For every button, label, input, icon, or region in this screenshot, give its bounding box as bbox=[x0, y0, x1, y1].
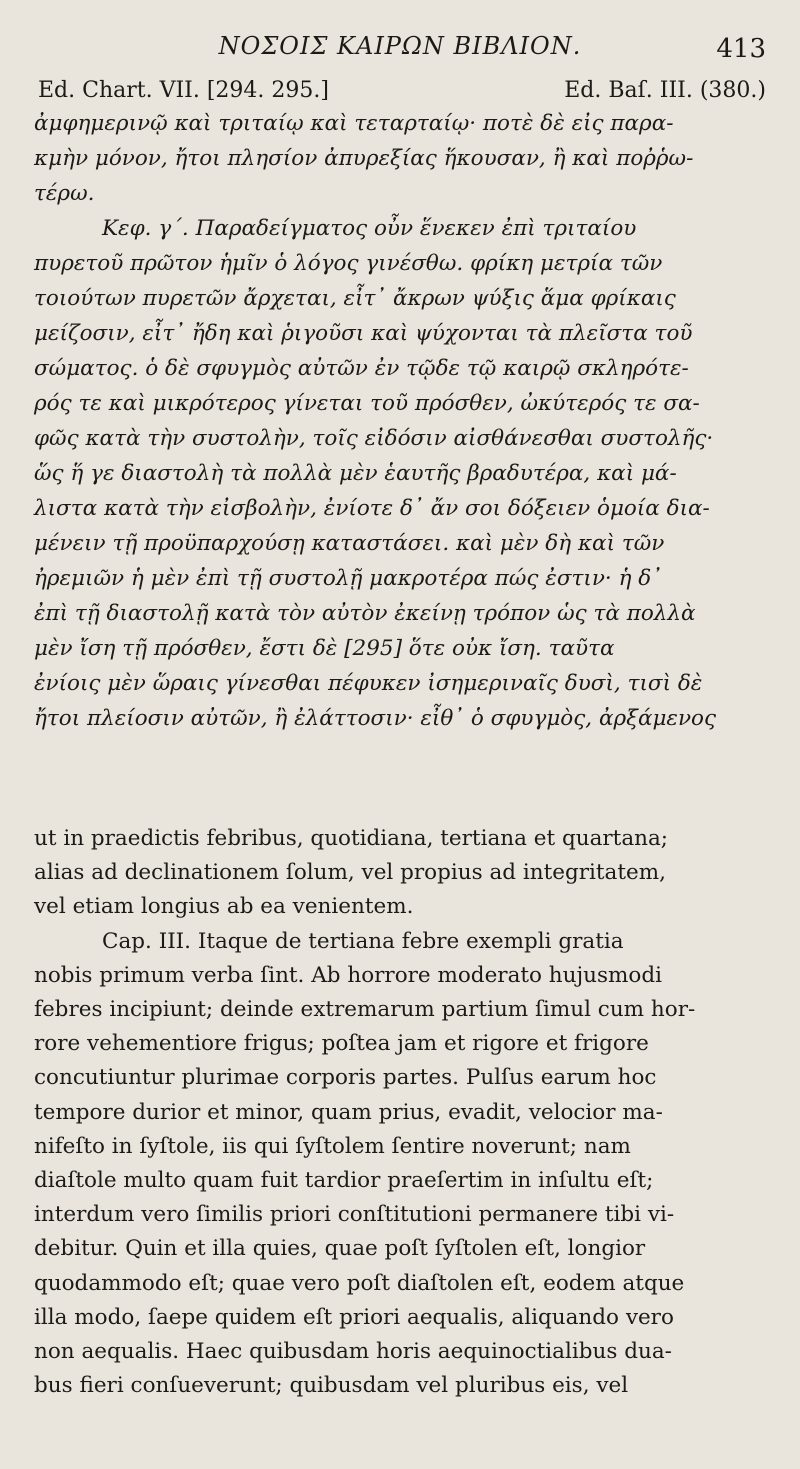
text-line: vel etiam longius ab ea venientem. bbox=[34, 894, 414, 920]
text-line: ἀμφημερινῷ καὶ τριταίῳ καὶ τεταρταίῳ· ποτὲ δὲ εἰς παρα- bbox=[34, 111, 674, 136]
text-line: nifeſto in ſyſtole, iis qui ſyſtolem ſentire noverunt; nam bbox=[34, 1133, 631, 1159]
text-line: illa modo, ſaepe quidem eſt priori aequalis, aliquando vero bbox=[34, 1304, 674, 1330]
text-line: quodammodo eſt; quae vero poſt diaſtolen eſt, eodem atque bbox=[34, 1270, 685, 1296]
text-line: diaſtole multo quam fuit tardior praeſertim in inſultu eſt; bbox=[34, 1168, 654, 1194]
page-number: 413 bbox=[716, 34, 766, 64]
running-title: ΝΟΣΟΙΣ ΚΑΙΡΩΝ ΒΙΒΛΙΟΝ. bbox=[218, 32, 582, 60]
text-line: κμὴν μόνον, ἤτοι πλησίον ἀπυρεξίας ἥκουσαν, ἢ καὶ ποῤῥω- bbox=[34, 146, 694, 171]
text-line: ut in praedictis febribus, quotidiana, tertiana et quartana; bbox=[34, 826, 669, 851]
text-line: Κεφ. γ΄. Παραδείγματος οὖν ἕνεκεν ἐπὶ τριταίου bbox=[102, 216, 637, 241]
text-line: bus fieri conſueverunt; quibusdam vel pluribus eis, vel bbox=[34, 1373, 629, 1399]
text-line: ρός τε καὶ μικρότερος γίνεται τοῦ πρόσθεν, ὠκύτερός τε σα- bbox=[34, 391, 700, 416]
text-line: φῶς κατὰ τὴν συστολὴν, τοῖς εἰδόσιν αἰσθάνεσθαι συστολῆς· bbox=[34, 426, 714, 451]
text-line: ἠρεμιῶν ἡ μὲν ἐπὶ τῇ συστολῇ μακροτέρα πώς ἐστιν· ἡ δ᾽ bbox=[34, 566, 662, 591]
text-line: Cap. III. Itaque de tertiana febre exempli gratia bbox=[102, 928, 624, 954]
text-line: ὥς ἥ γε διαστολὴ τὰ πολλὰ μὲν ἑαυτῆς βραδυτέρα, καὶ μά- bbox=[34, 461, 677, 486]
text-line: τέρω. bbox=[34, 181, 95, 206]
text-line: rore vehementiore frigus; poſtea jam et rigore et frigore bbox=[34, 1031, 649, 1057]
text-line: non aequalis. Haec quibusdam horis aequinoctialibus dua- bbox=[34, 1339, 672, 1365]
text-line: τοιούτων πυρετῶν ἄρχεται, εἶτ᾽ ἄκρων ψύξις ἅμα φρίκαις bbox=[34, 286, 676, 311]
text-line: tempore durior et minor, quam prius, evadit, velocior ma- bbox=[34, 1099, 663, 1125]
text-line: πυρετοῦ πρῶτον ἡμῖν ὁ λόγος γινέσθω. φρίκη μετρία τῶν bbox=[34, 251, 663, 276]
text-line: interdum vero ſimilis priori conſtitutioni permanere tibi vi- bbox=[34, 1202, 675, 1228]
text-line: μένειν τῇ προϋπαρχούσῃ καταστάσει. καὶ μὲν δὴ καὶ τῶν bbox=[34, 531, 665, 556]
edition-reference-right: Ed. Baſ. III. (380.) bbox=[564, 78, 766, 103]
text-line: debitur. Quin et illa quies, quae poſt ſyſtolen eſt, longior bbox=[34, 1236, 646, 1262]
text-line: ἐνίοις μὲν ὥραις γίνεσθαι πέφυκεν ἰσημεριναῖς δυσὶ, τισὶ δὲ bbox=[34, 671, 703, 696]
text-line: ἐπὶ τῇ διαστολῇ κατὰ τὸν αὐτὸν ἐκείνῃ τρόπον ὡς τὰ πολλὰ bbox=[34, 601, 696, 626]
text-line: alias ad declinationem ſolum, vel propius ad integritatem, bbox=[34, 860, 666, 886]
text-line: nobis primum verba ſint. Ab horrore moderato hujusmodi bbox=[34, 962, 663, 988]
latin-text-block bbox=[34, 822, 764, 1403]
text-line: μείζοσιν, εἶτ᾽ ἤδη καὶ ῥιγοῦσι καὶ ψύχονται τὰ πλεῖστα τοῦ bbox=[34, 321, 693, 346]
text-line: σώματος. ὁ δὲ σφυγμὸς αὐτῶν ἐν τῷδε τῷ καιρῷ σκληρότε- bbox=[34, 356, 689, 381]
edition-reference-left: Ed. Chart. VII. [294. 295.] bbox=[38, 78, 329, 103]
text-line: λιστα κατὰ τὴν εἰσβολὴν, ἐνίοτε δ᾽ ἄν σοι δόξειεν ὁμοία δια- bbox=[34, 496, 710, 521]
text-line: concutiuntur plurimae corporis partes. Pulſus earum hoc bbox=[34, 1065, 657, 1091]
text-line: ἤτοι πλείοσιν αὐτῶν, ἢ ἐλάττοσιν· εἶθ᾽ ὁ σφυγμὸς, ἀρξάμενος bbox=[34, 706, 717, 731]
text-line: febres incipiunt; deinde extremarum partium ſimul cum hor- bbox=[34, 997, 696, 1023]
text-line: μὲν ἴση τῇ πρόσθεν, ἔστι δὲ [295] ὅτε οὐκ ἴση. ταῦτα bbox=[34, 636, 615, 661]
greek-text-block bbox=[34, 106, 764, 736]
